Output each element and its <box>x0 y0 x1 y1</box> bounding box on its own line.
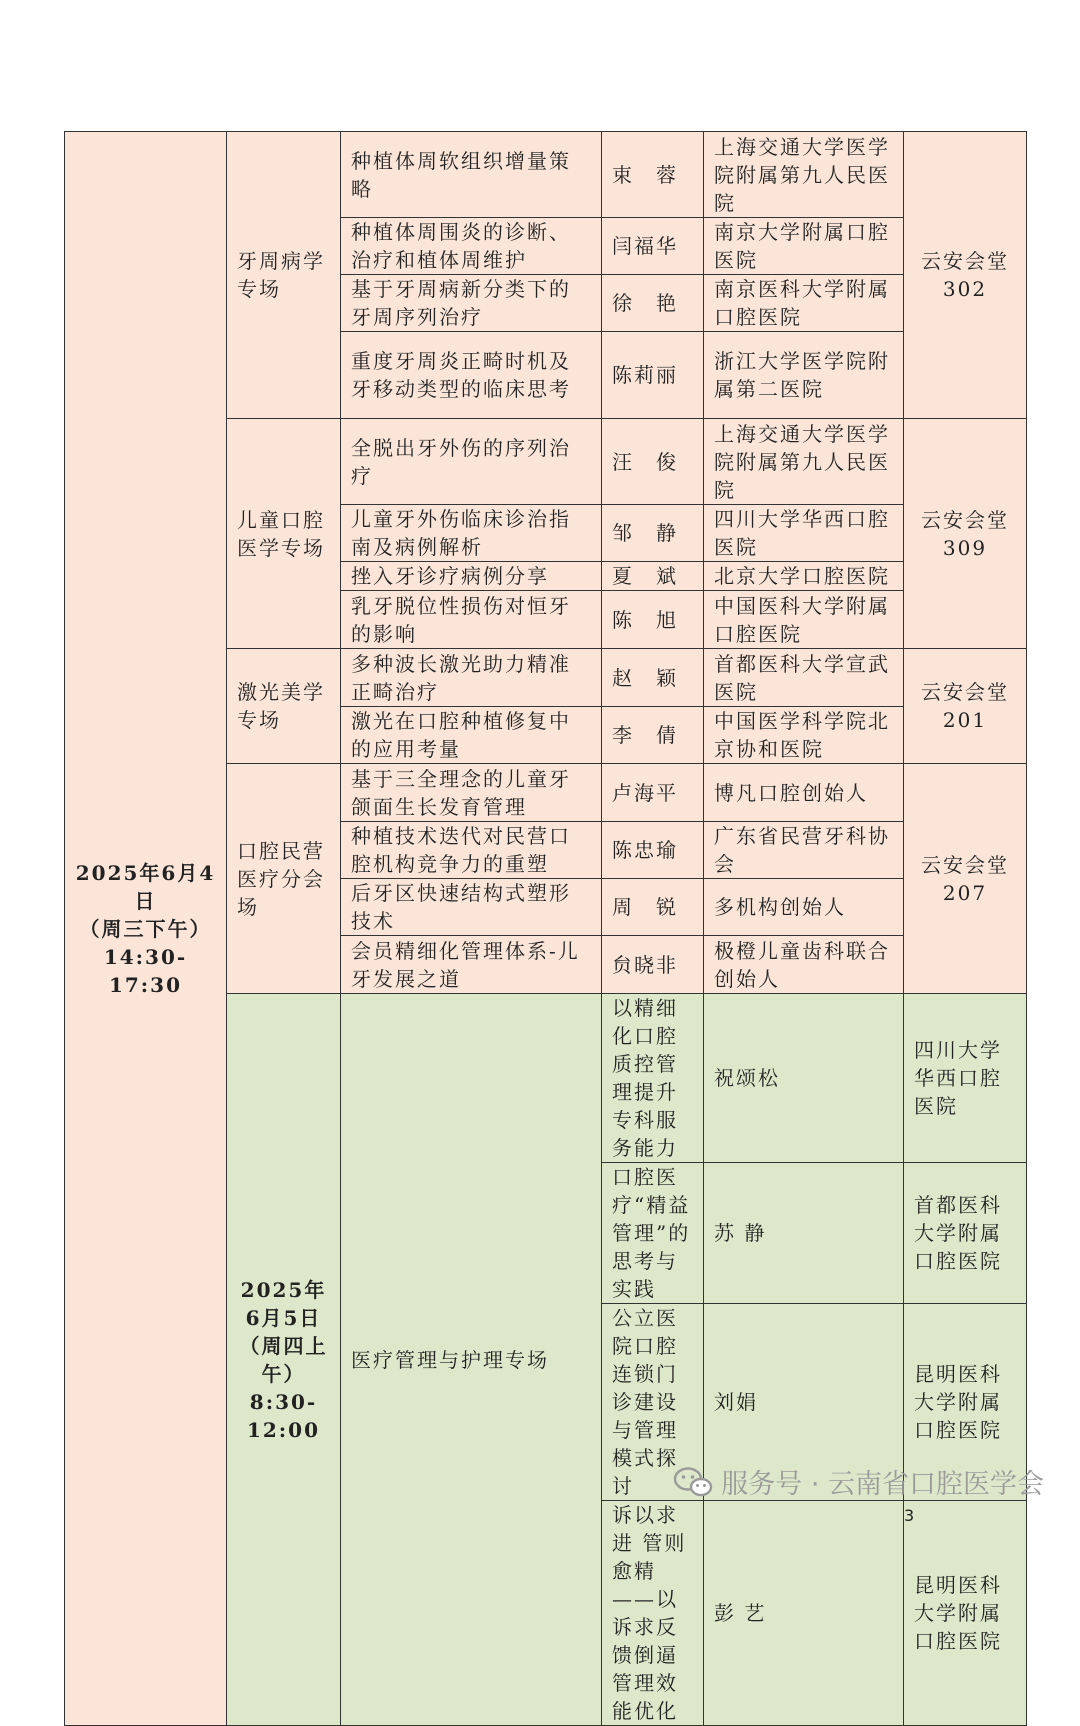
talk-org: 上海交通大学医学院附属第九人民医院 <box>704 419 904 505</box>
talk-speaker: 苏 静 <box>704 1163 904 1304</box>
talk-title: 激光在口腔种植修复中的应用考量 <box>341 707 602 764</box>
talk-title: 儿童牙外伤临床诊治指南及病例解析 <box>341 505 602 562</box>
talk-org: 昆明医科大学附属口腔医院 <box>904 1501 1027 1726</box>
talk-speaker: 周 锐 <box>602 879 704 936</box>
track-name: 牙周病学专场 <box>227 132 341 419</box>
venue-name: 云安会堂 <box>921 507 1009 532</box>
talk-org: 昆明医科大学附属口腔医院 <box>904 1304 1027 1501</box>
venue-name: 云安会堂 <box>921 852 1009 877</box>
talk-title: 全脱出牙外伤的序列治疗 <box>341 419 602 505</box>
talk-speaker: 彭 艺 <box>704 1501 904 1726</box>
talk-title: 种植体周软组织增量策略 <box>341 132 602 218</box>
venue-room: 207 <box>942 880 988 905</box>
talk-title: 以精细化口腔质控管理提升专科服务能力 <box>602 994 704 1163</box>
talk-speaker: 赵 颖 <box>602 649 704 707</box>
talk-speaker: 李 倩 <box>602 707 704 764</box>
talk-org: 浙江大学医学院附属第二医院 <box>704 332 904 419</box>
talk-org: 首都医科大学宣武医院 <box>704 649 904 707</box>
session-date-cell <box>65 132 227 1726</box>
talk-speaker: 徐 艳 <box>602 275 704 332</box>
talk-title: 基于牙周病新分类下的牙周序列治疗 <box>341 275 602 332</box>
talk-speaker: 卢海平 <box>602 764 704 822</box>
talk-speaker: 汪 俊 <box>602 419 704 505</box>
talk-title: 种植技术迭代对民营口腔机构竞争力的重塑 <box>341 822 602 879</box>
session-date: 2025年6月5日 <box>240 1277 327 1330</box>
talk-speaker: 陈莉丽 <box>602 332 704 419</box>
talk-title: 挫入牙诊疗病例分享 <box>341 562 602 591</box>
venue-room: 201 <box>942 708 988 732</box>
talk-org: 博凡口腔创始人 <box>704 764 904 822</box>
track-name: 口腔民营医疗分会场 <box>227 764 341 994</box>
track-name: 医疗管理与护理专场 <box>341 994 602 1726</box>
talk-org: 广东省民营牙科协会 <box>704 822 904 879</box>
talk-speaker: 贠晓非 <box>602 936 704 994</box>
talk-title: 乳牙脱位性损伤对恒牙的影响 <box>341 591 602 649</box>
talk-title: 诉以求进 管则愈精——以诉求反馈倒逼管理效能优化 <box>602 1501 704 1726</box>
talk-org: 极橙儿童齿科联合创始人 <box>704 936 904 994</box>
talk-title: 后牙区快速结构式塑形技术 <box>341 879 602 936</box>
session-time: 8:30-12:00 <box>246 1389 321 1442</box>
page-number: 3 <box>904 1506 915 1525</box>
table-row <box>65 132 1027 218</box>
track-name: 激光美学专场 <box>227 649 341 764</box>
talk-org: 中国医科大学附属口腔医院 <box>704 591 904 649</box>
talk-speaker: 束 蓉 <box>602 132 704 218</box>
talk-speaker: 祝颂松 <box>704 994 904 1163</box>
talk-title: 公立医院口腔连锁门诊建设与管理模式探讨 <box>602 1304 704 1501</box>
talk-org: 南京大学附属口腔医院 <box>704 218 904 275</box>
talk-title: 基于三全理念的儿童牙颌面生长发育管理 <box>341 764 602 822</box>
venue-cell <box>904 132 1027 419</box>
talk-org: 南京医科大学附属口腔医院 <box>704 275 904 332</box>
talk-speaker: 闫福华 <box>602 218 704 275</box>
talk-speaker: 陈忠瑜 <box>602 822 704 879</box>
talk-speaker: 陈 旭 <box>602 591 704 649</box>
venue-cell <box>904 419 1027 649</box>
talk-title: 会员精细化管理体系-儿牙发展之道 <box>341 936 602 994</box>
footer-label: 服务号 · 云南省口腔医学会 <box>721 1469 1044 1500</box>
session-time: 14:30-17:30 <box>103 944 188 997</box>
talk-title: 多种波长激光助力精准正畸治疗 <box>341 649 602 707</box>
talk-org: 四川大学华西口腔医院 <box>704 505 904 562</box>
venue-name: 云安会堂 <box>921 680 1009 704</box>
talk-org: 上海交通大学医学院附属第九人民医院 <box>704 132 904 218</box>
talk-org: 北京大学口腔医院 <box>704 562 904 591</box>
talk-org: 首都医科大学附属口腔医院 <box>904 1163 1027 1304</box>
talk-title: 重度牙周炎正畸时机及牙移动类型的临床思考 <box>341 332 602 419</box>
footer-watermark <box>673 1462 1044 1501</box>
talk-org: 四川大学华西口腔医院 <box>904 994 1027 1163</box>
venue-cell <box>904 649 1027 764</box>
talk-speaker: 邹 静 <box>602 505 704 562</box>
session-weekday: （周三下午） <box>79 916 212 941</box>
venue-cell <box>904 764 1027 994</box>
talk-org: 中国医学科学院北京协和医院 <box>704 707 904 764</box>
track-name: 儿童口腔医学专场 <box>227 419 341 649</box>
session-date-cell <box>227 994 341 1726</box>
venue-room: 309 <box>942 535 988 560</box>
talk-speaker: 刘娟 <box>704 1304 904 1501</box>
venue-name: 云安会堂 <box>921 249 1009 273</box>
talk-title: 口腔医疗“精益管理”的思考与实践 <box>602 1163 704 1304</box>
session-date: 2025年6月4日 <box>75 860 216 913</box>
wechat-icon <box>673 1466 713 1498</box>
venue-room: 302 <box>942 277 988 301</box>
session-weekday: （周四上午） <box>239 1333 328 1386</box>
talk-title: 种植体周围炎的诊断、治疗和植体周维护 <box>341 218 602 275</box>
talk-org: 多机构创始人 <box>704 879 904 936</box>
talk-speaker: 夏 斌 <box>602 562 704 591</box>
